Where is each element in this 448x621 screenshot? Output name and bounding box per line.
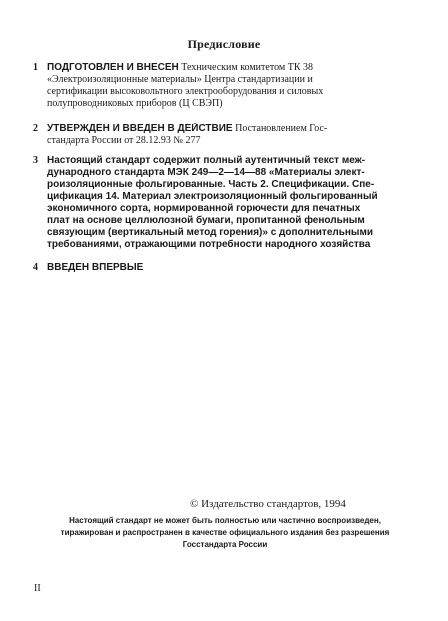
item-number: 2: [33, 123, 38, 134]
foreword-item-1: [33, 62, 405, 110]
item-line: дународного стандарта МЭК 249—2—14—88 «Материалы элект-: [47, 167, 365, 178]
foreword-item-4: [33, 262, 405, 274]
item-line: «Электроизоляционные материалы» Центра стандартизации и: [47, 74, 313, 85]
item-line: полупроводниковых приборов (Ц СВЭП): [47, 98, 223, 109]
foreword-item-3: [33, 155, 405, 251]
notice-line: тиражирован и распространен в качестве официального издания без разрешения: [60, 528, 390, 537]
item-line: Постановлением Гос-: [232, 123, 328, 134]
item-line: Настоящий стандарт содержит полный аутентичный текст меж-: [47, 155, 366, 166]
item-line: экономичного сорта, нормированной горючести для печатных: [47, 203, 361, 214]
item-number: 3: [33, 155, 38, 166]
item-line: сертификации высоковольтного электрооборудования и силовых: [47, 86, 324, 97]
foreword-item-2: [33, 123, 405, 147]
page-title: Предисловие: [187, 37, 261, 51]
item-line: цификация 14. Материал электроизоляционный фольгированный: [47, 191, 378, 202]
reproduction-notice: [30, 515, 420, 551]
item-number: 1: [33, 62, 38, 73]
item-line: роизоляционные фольгированные. Часть 2. Спецификации. Спе-: [47, 179, 375, 190]
page-number: II: [34, 583, 41, 594]
item-line: стандарта России от 28.12.93 № 277: [47, 135, 201, 146]
item-lead: ВВЕДЕН ВПЕРВЫЕ: [47, 262, 144, 273]
notice-line: Настоящий стандарт не может быть полностью или частично воспроизведен,: [69, 516, 381, 525]
item-number: 4: [33, 262, 38, 273]
notice-line: Госстандарта России: [182, 540, 268, 549]
item-line: плат на основе целлюлозной бумаги, пропитанной фенольным: [47, 215, 365, 226]
item-line: связующим (вертикальный метод горения)» с дополнительными: [47, 227, 374, 238]
item-lead: ПОДГОТОВЛЕН И ВНЕСЕН: [47, 62, 179, 73]
item-lead: УТВЕРЖДЕН И ВВЕДЕН В ДЕЙСТВИЕ: [47, 123, 233, 134]
copyright-line: © Издательство стандартов, 1994: [190, 498, 346, 510]
item-line: требованиями, отражающими потребности народного хозяйства: [47, 239, 371, 250]
item-line: Техническим комитетом ТК 38: [178, 62, 313, 73]
